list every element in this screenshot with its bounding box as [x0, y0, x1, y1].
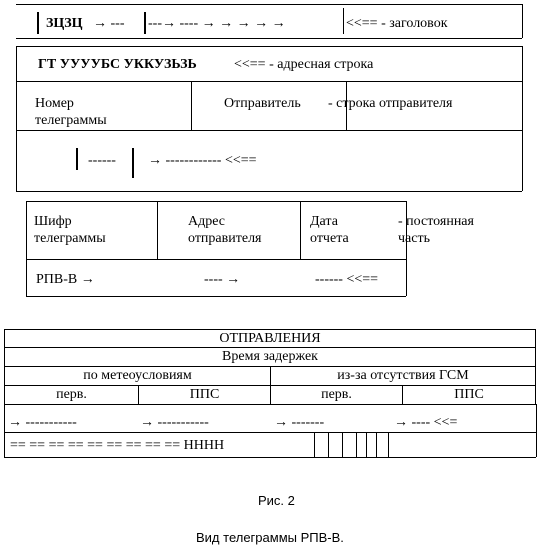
cipher-label: Шифр телеграммы	[34, 214, 106, 246]
arrow-cell-4: → ---- <<=	[394, 415, 458, 430]
header-arrow-1: → ---	[93, 16, 125, 31]
table-bottom-border	[4, 457, 536, 458]
sender-marker-2	[132, 148, 134, 178]
header-marker-left	[37, 12, 39, 34]
sender-marker-1	[76, 148, 78, 170]
header-code: ЗЦЗЦ	[46, 16, 83, 31]
group-weather: по метеоусловиям	[4, 366, 271, 386]
address-bottom-border	[16, 81, 522, 82]
constant-divider-2	[300, 201, 301, 259]
arrow-cell-1: → -----------	[8, 415, 77, 430]
end-tick-5	[366, 432, 367, 457]
constant-arrow-2: ---- →	[204, 272, 241, 287]
col-pps-2: ППС	[402, 385, 536, 405]
figure-number: Рис. 2	[258, 493, 295, 508]
end-tick-2	[328, 432, 329, 457]
address-right-border	[522, 46, 523, 81]
sender-arrows: → ------------ <<==	[148, 153, 257, 168]
sender-bottom-border	[16, 191, 522, 192]
end-tick-6	[376, 432, 377, 457]
end-row-text: == == == == == == == == == НННН	[10, 438, 225, 453]
sender-label: Отправитель	[224, 96, 301, 111]
sender-mid-border	[16, 130, 522, 131]
col-pps-1: ППС	[138, 385, 271, 405]
report-date-label: Дата отчета	[310, 214, 349, 246]
rpv-code: РПВ-В →	[36, 272, 95, 287]
header-divider	[343, 8, 344, 34]
end-tick-7	[388, 432, 389, 457]
sender-right-border	[522, 81, 523, 191]
table-title: ОТПРАВЛЕНИЯ	[4, 329, 536, 348]
figure-caption: Вид телеграммы РПВ-В.	[196, 530, 344, 545]
constant-bottom-border	[26, 296, 406, 297]
address-note: <<== - адресная строка	[234, 57, 374, 72]
table-right-border	[536, 404, 537, 457]
constant-note: - постоянная часть	[398, 214, 474, 246]
constant-divider-1	[157, 201, 158, 259]
arrow-cell-2: → -----------	[140, 415, 209, 430]
sender-left-border	[16, 81, 17, 191]
table-left-border	[4, 404, 5, 457]
address-text: ГТ УУУУБС УККУЗЬЗЬ	[38, 57, 197, 72]
table-subtitle: Время задержек	[4, 347, 536, 367]
constant-left-border	[26, 201, 27, 296]
sender-divider-1	[191, 81, 192, 130]
address-top-border	[16, 46, 522, 47]
header-note: <<== - заголовок	[346, 16, 448, 31]
header-marker-mid	[144, 12, 146, 34]
constant-mid-border	[26, 259, 406, 260]
constant-arrow-3: ------ <<==	[315, 272, 379, 287]
constant-top-border	[26, 201, 406, 202]
sender-note: - строка отправителя	[328, 96, 453, 111]
address-left-border	[16, 46, 17, 81]
header-arrows-2: ---→ ---- → → → → →	[148, 16, 286, 31]
end-tick-3	[342, 432, 343, 457]
end-tick-4	[356, 432, 357, 457]
end-tick-1	[314, 432, 315, 457]
arrow-cell-3: → -------	[274, 415, 325, 430]
header-bottom-border	[16, 38, 522, 39]
col-first-2: перв.	[270, 385, 403, 405]
header-top-border	[16, 4, 522, 5]
arrow-row-bottom	[4, 432, 536, 433]
header-right-border	[522, 4, 523, 38]
sender-dashes: ------	[88, 153, 116, 168]
col-first-1: перв.	[4, 385, 139, 405]
sender-address-label: Адрес отправителя	[188, 214, 262, 246]
group-fuel: из-за отсутствия ГСМ	[270, 366, 536, 386]
telegram-number-label: Номер телеграммы	[35, 96, 107, 128]
